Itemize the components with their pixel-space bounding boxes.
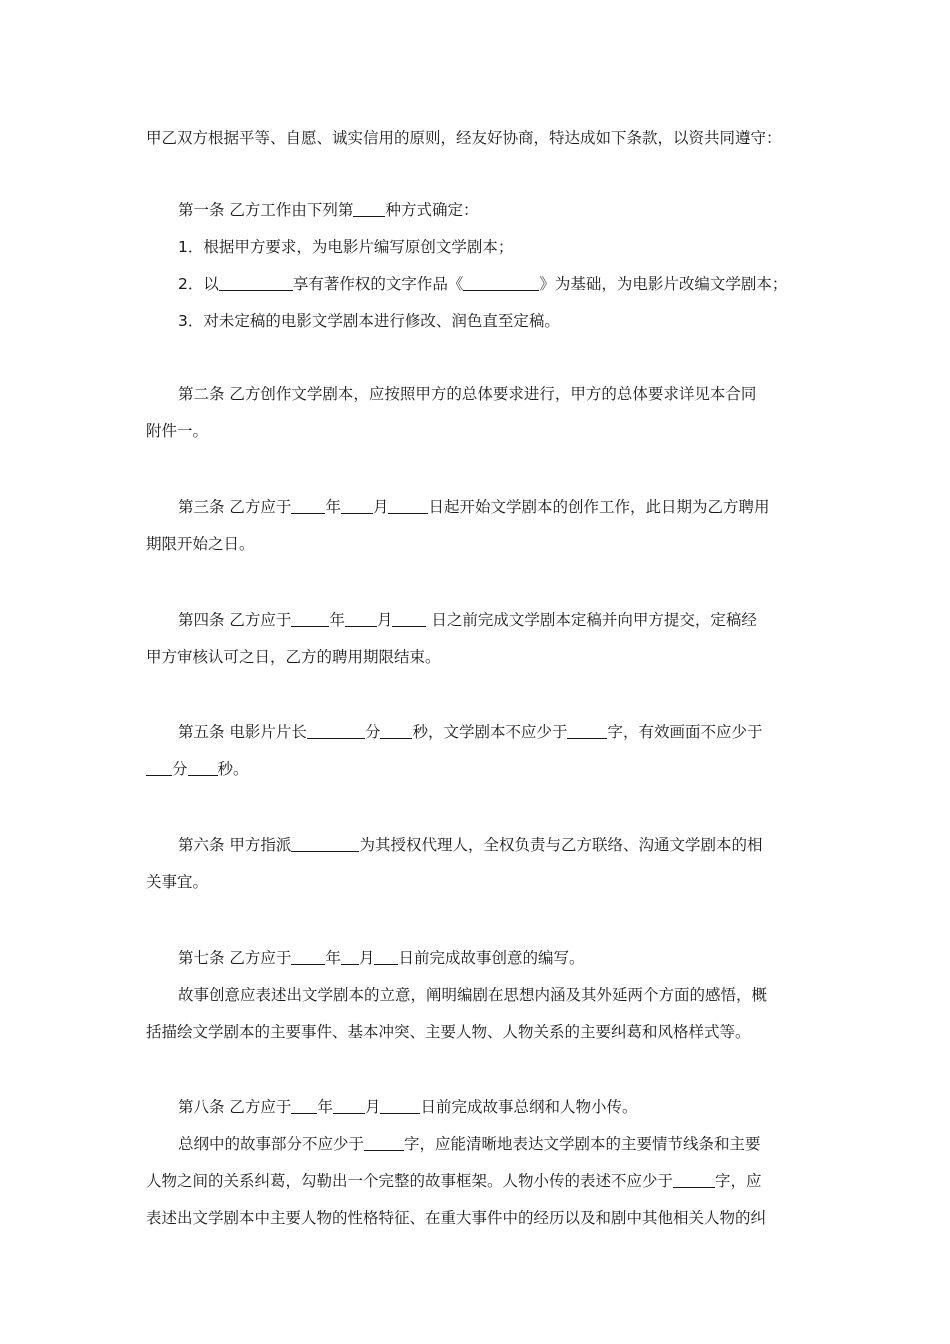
text: 括描绘文学剧本的主要事件、基本冲突、主要人物、人物关系的主要纠葛和风格样式等。 (146, 1023, 751, 1041)
text: 关事宜。 (146, 873, 209, 891)
article-8-paragraph-line-3 (146, 1200, 810, 1237)
article-6-line-1 (146, 827, 842, 864)
text: 分 (364, 723, 381, 741)
article-5-line-2 (146, 751, 810, 788)
article-4-line-2 (146, 639, 810, 676)
article-8-paragraph-line-2 (146, 1163, 810, 1200)
blank-field (463, 275, 539, 292)
text: 字，应能清晰地表达文学剧本的主要情节线条和主要 (404, 1135, 761, 1153)
text: 年 (329, 611, 345, 629)
text: 分 (172, 760, 188, 778)
text: 日前完成故事创意的编写。 (398, 949, 585, 967)
blank-field (353, 201, 385, 218)
article-1-item-1 (146, 229, 842, 266)
text: 表述出文学剧本中主要人物的性格特征、在重大事件中的经历以及和剧中其他相关人物的纠 (146, 1209, 767, 1227)
text: 为其授权代理人，全权负责与乙方联络、沟通文学剧本的相 (359, 836, 763, 854)
article-7-heading (146, 940, 842, 977)
text: 字，有效画面不应少于 (607, 723, 763, 741)
article-1-item-2 (146, 266, 842, 303)
text: 月 (376, 611, 393, 629)
blank-field (333, 1098, 365, 1115)
text: 第五条 电影片片长 (178, 723, 307, 741)
article-2-line-1 (146, 376, 842, 413)
blank-field (291, 611, 329, 628)
text: 种方式确定： (385, 201, 479, 219)
text: 第四条 乙方应于 (178, 611, 292, 629)
text: 月 (358, 949, 375, 967)
text: 第七条 乙方应于 (178, 949, 292, 967)
text: 秒，文学剧本不应少于 (412, 723, 568, 741)
text: 人物之间的关系纠葛，勾勒出一个完整的故事框架。人物小传的表述不应少于 (146, 1172, 674, 1190)
blank-field (307, 723, 365, 740)
article-3-line-1 (146, 489, 842, 526)
text: 》为基础，为电影片改编文学剧本； (539, 275, 788, 293)
blank-field (673, 1172, 715, 1189)
blank-field (392, 611, 426, 628)
text: 期限开始之日。 (146, 535, 255, 553)
blank-field (567, 723, 607, 740)
blank-field (291, 949, 325, 966)
blank-field (188, 760, 218, 777)
blank-field (291, 1098, 317, 1115)
text: 故事创意应表述出文学剧本的立意，阐明编剧在思想内涵及其外延两个方面的感悟，概 (178, 986, 768, 1004)
text: 1．根据甲方要求，为电影片编写原创文学剧本； (178, 238, 514, 256)
blank-field (146, 760, 172, 777)
blank-field (364, 1135, 404, 1152)
blank-field (341, 498, 373, 515)
blank-field (380, 723, 412, 740)
article-7-paragraph-line-2 (146, 1014, 810, 1051)
blank-field (374, 949, 398, 966)
text: 第一条 乙方工作由下列第 (178, 201, 354, 219)
text: 第六条 甲方指派 (178, 836, 292, 854)
text: 第二条 乙方创作文学剧本，应按照甲方的总体要求进行，甲方的总体要求详见本合同 (178, 385, 757, 403)
intro-text: 甲乙双方根据平等、自愿、诚实信用的原则，经友好协商，特达成如下条款，以资共同遵守： (146, 129, 782, 147)
blank-field (341, 949, 359, 966)
article-3-line-2 (146, 526, 810, 563)
text: 第八条 乙方应于 (178, 1098, 292, 1116)
blank-field (291, 836, 359, 853)
text: 年 (325, 949, 341, 967)
text: 秒。 (217, 760, 249, 778)
article-2-line-2 (146, 413, 810, 450)
text: 附件一。 (146, 422, 209, 440)
text: 字，应 (715, 1172, 762, 1190)
text: 日前完成故事总纲和人物小传。 (420, 1098, 638, 1116)
text: 甲方审核认可之日，乙方的聘用期限结束。 (146, 648, 441, 666)
article-6-line-2 (146, 864, 810, 901)
article-8-heading (146, 1089, 842, 1126)
article-1-item-3 (146, 303, 842, 340)
text: 月 (364, 1098, 381, 1116)
blank-field (219, 275, 293, 292)
text: 享有著作权的文字作品《 (292, 275, 464, 293)
article-7-paragraph-line-1 (146, 977, 842, 1014)
article-5-line-1 (146, 714, 842, 751)
text: 第三条 乙方应于 (178, 498, 292, 516)
text: 日之前完成文学剧本定稿并向甲方提交，定稿经 (426, 611, 757, 629)
text: 总纲中的故事部分不应少于 (178, 1135, 365, 1153)
text: 日起开始文学剧本的创作工作，此日期为乙方聘用 (428, 498, 770, 516)
article-1-heading (146, 192, 842, 229)
article-8-paragraph-line-1 (146, 1126, 842, 1163)
text: 月 (372, 498, 389, 516)
intro-paragraph (146, 120, 810, 157)
text: 3．对未定稿的电影文学剧本进行修改、润色直至定稿。 (178, 312, 560, 330)
blank-field (291, 498, 325, 515)
text: 年 (325, 498, 341, 516)
article-4-line-1 (146, 602, 842, 639)
blank-field (380, 1098, 420, 1115)
text: 2．以 (178, 275, 219, 293)
blank-field (345, 611, 377, 628)
blank-field (388, 498, 428, 515)
text: 年 (317, 1098, 333, 1116)
